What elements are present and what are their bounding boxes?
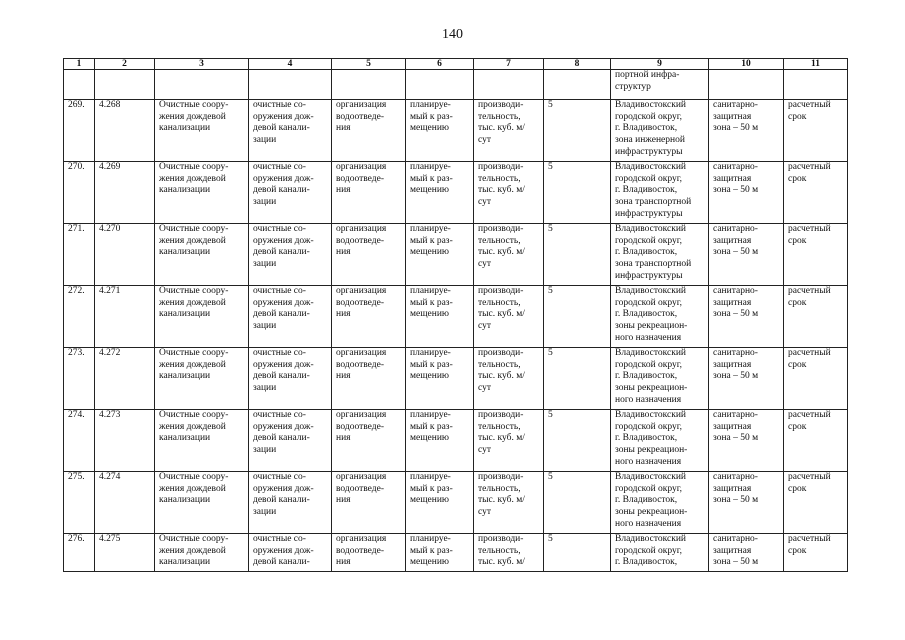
table-row [64, 410, 848, 472]
table-cell-location: Владивостокский городской округ, г. Владивосток, зона транспортной инфраструктуры [611, 162, 709, 224]
table-cell-row-number: 276. [64, 534, 95, 572]
table-cell-value: 5 [544, 348, 611, 410]
table-cell [709, 70, 784, 100]
table-cell-location: Владивостокский городской округ, г. Владивосток, [611, 534, 709, 572]
table-cell-zone: санитарно- защитная зона – 50 м [709, 100, 784, 162]
table-cell-characteristic: производи- тельность, тыс. куб. м/ сут [474, 472, 544, 534]
header-row [64, 59, 848, 70]
table-cell-characteristic: производи- тельность, тыс. куб. м/ сут [474, 348, 544, 410]
header-cell: 6 [406, 59, 474, 70]
table-cell-value: 5 [544, 534, 611, 572]
table-cell-term: расчетный срок [784, 534, 848, 572]
table-cell-term: расчетный срок [784, 224, 848, 286]
table-cell-status: планируе- мый к раз- мещению [406, 534, 474, 572]
table-cell-location: Владивостокский городской округ, г. Владивосток, зоны рекреацион- ного назначения [611, 348, 709, 410]
table-cell-row-number: 270. [64, 162, 95, 224]
table-cell-facility-name: Очистные соору- жения дождевой канализации [155, 410, 249, 472]
table-cell [155, 70, 249, 100]
table-cell-term: расчетный срок [784, 286, 848, 348]
table-cell-row-number: 269. [64, 100, 95, 162]
table-cell-facility-name: Очистные соору- жения дождевой канализации [155, 534, 249, 572]
table-cell-purpose: организация водоотведе- ния [332, 286, 406, 348]
table-cell-term: расчетный срок [784, 348, 848, 410]
table-cell-row-number: 273. [64, 348, 95, 410]
table-cell-facility-name: Очистные соору- жения дождевой канализации [155, 472, 249, 534]
header-cell: 3 [155, 59, 249, 70]
table-cell-item-code: 4.275 [95, 534, 155, 572]
table-cell-facility-name: Очистные соору- жения дождевой канализации [155, 100, 249, 162]
table-cell-facility-type: очистные со- оружения дож- девой канали- зации [249, 162, 332, 224]
table-cell-value: 5 [544, 162, 611, 224]
table-cell [784, 70, 848, 100]
table-cell-facility-type: очистные со- оружения дож- девой канали- зации [249, 224, 332, 286]
table-cell [406, 70, 474, 100]
table-cell-purpose: организация водоотведе- ния [332, 410, 406, 472]
table-cell-facility-name: Очистные соору- жения дождевой канализации [155, 224, 249, 286]
table-cell-facility-name: Очистные соору- жения дождевой канализации [155, 348, 249, 410]
table-cell-item-code: 4.272 [95, 348, 155, 410]
table-cell-status: планируе- мый к раз- мещению [406, 286, 474, 348]
table-cell-purpose: организация водоотведе- ния [332, 162, 406, 224]
table-cell-status: планируе- мый к раз- мещению [406, 410, 474, 472]
table-cell-facility-name: Очистные соору- жения дождевой канализации [155, 162, 249, 224]
table-cell-location: Владивостокский городской округ, г. Владивосток, зона транспортной инфраструктуры [611, 224, 709, 286]
table-cell-item-code: 4.271 [95, 286, 155, 348]
table-cell-row-number: 271. [64, 224, 95, 286]
table-cell-zone: санитарно- защитная зона – 50 м [709, 410, 784, 472]
table-cell-purpose: организация водоотведе- ния [332, 224, 406, 286]
table-cell-location: Владивостокский городской округ, г. Владивосток, зоны рекреацион- ного назначения [611, 286, 709, 348]
table-row [64, 224, 848, 286]
table-cell [544, 70, 611, 100]
header-cell: 11 [784, 59, 848, 70]
header-cell: 8 [544, 59, 611, 70]
table-row [64, 534, 848, 572]
table-cell-status: планируе- мый к раз- мещению [406, 348, 474, 410]
table-cell-term: расчетный срок [784, 410, 848, 472]
table-cell-status: планируе- мый к раз- мещению [406, 224, 474, 286]
table-cell-facility-type: очистные со- оружения дож- девой канали- зации [249, 286, 332, 348]
table-cell [249, 70, 332, 100]
table-cell-value: 5 [544, 286, 611, 348]
header-cell: 9 [611, 59, 709, 70]
table-cell-facility-type: очистные со- оружения дож- девой канали- зации [249, 348, 332, 410]
table-cell-value: 5 [544, 472, 611, 534]
table-cell-value: 5 [544, 224, 611, 286]
table-cell-row-number: 274. [64, 410, 95, 472]
table-cell-characteristic: производи- тельность, тыс. куб. м/ сут [474, 100, 544, 162]
table-cell-value: 5 [544, 100, 611, 162]
table-cell-location: Владивостокский городской округ, г. Владивосток, зоны рекреацион- ного назначения [611, 472, 709, 534]
table-row [64, 472, 848, 534]
table-row [64, 348, 848, 410]
table-cell-term: расчетный срок [784, 472, 848, 534]
header-cell: 4 [249, 59, 332, 70]
table-cell [95, 70, 155, 100]
table-cell-facility-type: очистные со- оружения дож- девой канали- зации [249, 472, 332, 534]
table-cell-location: портной инфра- структур [611, 70, 709, 100]
table-cell-item-code: 4.273 [95, 410, 155, 472]
table-cell-item-code: 4.269 [95, 162, 155, 224]
table-cell-zone: санитарно- защитная зона – 50 м [709, 348, 784, 410]
table-cell-characteristic: производи- тельность, тыс. куб. м/ сут [474, 162, 544, 224]
table-cell-facility-type: очистные со- оружения дож- девой канали- зации [249, 100, 332, 162]
table-row [64, 100, 848, 162]
table-cell-characteristic: производи- тельность, тыс. куб. м/ сут [474, 224, 544, 286]
table-cell-item-code: 4.270 [95, 224, 155, 286]
table-row [64, 162, 848, 224]
header-cell: 2 [95, 59, 155, 70]
facilities-table [63, 58, 848, 572]
table-row [64, 286, 848, 348]
table-cell [64, 70, 95, 100]
table-cell-purpose: организация водоотведе- ния [332, 472, 406, 534]
table-cell-purpose: организация водоотведе- ния [332, 534, 406, 572]
table-cell-status: планируе- мый к раз- мещению [406, 100, 474, 162]
table-cell-zone: санитарно- защитная зона – 50 м [709, 534, 784, 572]
table-cell-facility-type: очистные со- оружения дож- девой канали- зации [249, 410, 332, 472]
table-cell-zone: санитарно- защитная зона – 50 м [709, 224, 784, 286]
table-cell-characteristic: производи- тельность, тыс. куб. м/ сут [474, 286, 544, 348]
table-cell-value: 5 [544, 410, 611, 472]
table-cell-term: расчетный срок [784, 100, 848, 162]
continuation-row [64, 70, 848, 100]
table-cell-purpose: организация водоотведе- ния [332, 348, 406, 410]
table-cell-location: Владивостокский городской округ, г. Владивосток, зона инженерной инфраструктуры [611, 100, 709, 162]
table-cell-row-number: 275. [64, 472, 95, 534]
table-cell-zone: санитарно- защитная зона – 50 м [709, 472, 784, 534]
table-cell-status: планируе- мый к раз- мещению [406, 162, 474, 224]
header-cell: 7 [474, 59, 544, 70]
table-cell-characteristic: производи- тельность, тыс. куб. м/ сут [474, 410, 544, 472]
header-cell: 1 [64, 59, 95, 70]
table-cell-status: планируе- мый к раз- мещению [406, 472, 474, 534]
table-cell [474, 70, 544, 100]
table-cell-item-code: 4.274 [95, 472, 155, 534]
table-cell-term: расчетный срок [784, 162, 848, 224]
table-cell-purpose: организация водоотведе- ния [332, 100, 406, 162]
page-number: 140 [442, 27, 463, 42]
table-cell-characteristic: производи- тельность, тыс. куб. м/ [474, 534, 544, 572]
table-cell-zone: санитарно- защитная зона – 50 м [709, 286, 784, 348]
table-cell-facility-type: очистные со- оружения дож- девой канали- [249, 534, 332, 572]
table-cell-facility-name: Очистные соору- жения дождевой канализации [155, 286, 249, 348]
table-cell-item-code: 4.268 [95, 100, 155, 162]
header-cell: 10 [709, 59, 784, 70]
table-cell [332, 70, 406, 100]
header-cell: 5 [332, 59, 406, 70]
table-cell-zone: санитарно- защитная зона – 50 м [709, 162, 784, 224]
table-cell-row-number: 272. [64, 286, 95, 348]
table-cell-location: Владивостокский городской округ, г. Владивосток, зоны рекреацион- ного назначения [611, 410, 709, 472]
